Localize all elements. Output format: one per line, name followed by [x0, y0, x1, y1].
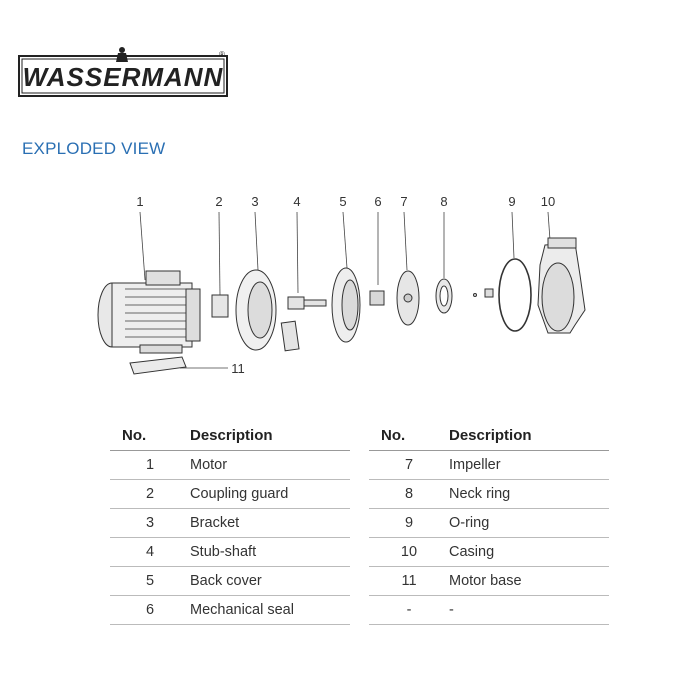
row-no: -: [369, 596, 449, 625]
table-row: [369, 596, 609, 625]
callout-3: 3: [251, 194, 259, 209]
wassermann-logo: [18, 46, 230, 98]
header-description: Description: [449, 420, 609, 451]
row-description: Back cover: [190, 567, 350, 596]
header-description: Description: [190, 420, 350, 451]
callout-2: 2: [215, 194, 223, 209]
table-row: [110, 480, 350, 509]
impeller-part: [397, 271, 419, 325]
row-description: -: [449, 596, 609, 625]
row-description: Coupling guard: [190, 480, 350, 509]
row-description: Motor: [190, 451, 350, 480]
parts-table-left: [110, 420, 350, 625]
table-header-row: [369, 420, 609, 451]
row-no: 6: [110, 596, 190, 625]
row-description: Mechanical seal: [190, 596, 350, 625]
header-no: No.: [369, 420, 449, 451]
registered-mark: ®: [219, 50, 225, 59]
casing-part: [538, 238, 585, 333]
bracket-part: [236, 270, 299, 351]
logo-figure-icon: [116, 47, 128, 62]
motor-base-part: [130, 357, 186, 374]
table-row: [110, 596, 350, 625]
callout-7: 7: [400, 194, 408, 209]
table-row: [110, 567, 350, 596]
row-no: 5: [110, 567, 190, 596]
row-no: 3: [110, 509, 190, 538]
callout-5: 5: [339, 194, 347, 209]
row-no: 1: [110, 451, 190, 480]
table-row: [110, 451, 350, 480]
section-title: EXPLODED VIEW: [22, 139, 166, 158]
callout-10: 10: [540, 194, 556, 209]
row-no: 7: [369, 451, 449, 480]
callout-11: 11: [231, 361, 245, 376]
logo-text: WASSERMANN: [22, 62, 224, 92]
o-ring-part: [499, 259, 531, 331]
callout-9: 9: [508, 194, 516, 209]
table-row: [369, 451, 609, 480]
callout-1: 1: [136, 194, 144, 209]
table-row: [110, 538, 350, 567]
row-no: 9: [369, 509, 449, 538]
row-no: 8: [369, 480, 449, 509]
table-row: [369, 480, 609, 509]
table-row: [369, 509, 609, 538]
stub-shaft-part: [288, 297, 326, 309]
back-cover-part: [332, 268, 360, 342]
table-row: [369, 567, 609, 596]
row-no: 11: [369, 567, 449, 596]
header-no: No.: [110, 420, 190, 451]
row-description: Motor base: [449, 567, 609, 596]
callout-8: 8: [440, 194, 448, 209]
mechanical-seal-part: [370, 291, 384, 305]
parts-table-right: [369, 420, 609, 625]
row-description: Impeller: [449, 451, 609, 480]
table-header-row: [110, 420, 350, 451]
row-description: Neck ring: [449, 480, 609, 509]
neck-ring-part: [436, 279, 452, 313]
row-description: Bracket: [190, 509, 350, 538]
fasteners-part: [474, 289, 494, 297]
coupling-guard-part: [212, 295, 228, 317]
table-row: [369, 538, 609, 567]
row-description: Stub-shaft: [190, 538, 350, 567]
row-no: 4: [110, 538, 190, 567]
row-description: Casing: [449, 538, 609, 567]
row-no: 10: [369, 538, 449, 567]
exploded-view-diagram: [0, 185, 700, 395]
table-row: [110, 509, 350, 538]
callout-6: 6: [374, 194, 382, 209]
callout-4: 4: [293, 194, 301, 209]
row-description: O-ring: [449, 509, 609, 538]
motor-part: [98, 271, 200, 353]
row-no: 2: [110, 480, 190, 509]
